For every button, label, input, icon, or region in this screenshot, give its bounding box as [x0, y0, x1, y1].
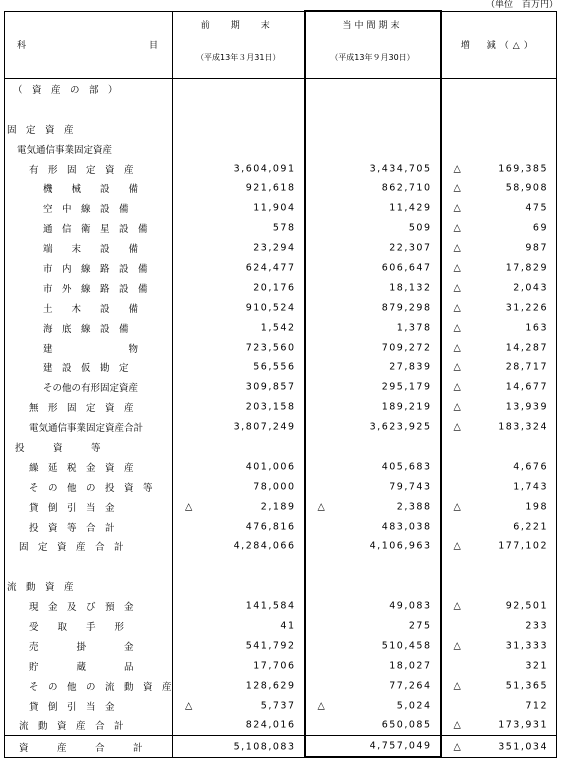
value-prev: 1,542 [260, 322, 296, 334]
table-row [5, 357, 557, 377]
value-curr: 77,264 [389, 680, 432, 692]
unit-note: （単位 百万円） [485, 0, 558, 10]
table-row [5, 437, 557, 457]
cell-curr [305, 437, 441, 457]
value-curr: 189,219 [381, 401, 432, 413]
cell-curr [305, 278, 441, 298]
cell-diff [441, 716, 557, 736]
row-label: 市 内 線 路 設 備 [5, 258, 173, 278]
diff-header [441, 11, 557, 79]
row-label: 通 信 衛 星 設 備 [5, 218, 173, 238]
cell-prev [173, 258, 305, 278]
table-row [5, 517, 557, 537]
row-label [5, 99, 173, 119]
value-prev: 5,737 [260, 700, 296, 712]
row-label [5, 556, 173, 576]
cell-curr [305, 497, 441, 517]
cell-curr [305, 716, 441, 736]
cell-prev [173, 278, 305, 298]
table-row [5, 139, 557, 159]
value-prev: 23,294 [253, 242, 296, 254]
negative-mark: △ [453, 361, 461, 373]
value-curr: 509 [408, 222, 432, 234]
value-curr: 5,024 [396, 700, 432, 712]
table-row [5, 198, 557, 218]
table-row [5, 497, 557, 517]
value-prev: 5,108,083 [233, 741, 296, 753]
value-diff: 13,939 [505, 401, 548, 413]
negative-mark: △ [453, 163, 461, 174]
value-diff: 169,385 [498, 163, 548, 174]
negative-mark: △ [453, 719, 461, 731]
cell-prev [173, 457, 305, 477]
value-diff: 351,034 [498, 741, 548, 753]
negative-mark: △ [453, 421, 461, 433]
cell-prev [173, 596, 305, 616]
table-row [5, 736, 557, 757]
row-label: 機 械 設 備 [5, 178, 173, 198]
value-curr: 18,027 [389, 660, 432, 672]
row-label: 貸 倒 引 当 金 [5, 696, 173, 716]
value-curr: 1,378 [396, 322, 432, 334]
value-diff: 14,287 [505, 342, 548, 354]
value-prev: 4,284,066 [233, 540, 296, 552]
cell-curr [305, 238, 441, 258]
cell-curr [305, 417, 441, 437]
value-prev: 141,584 [245, 600, 296, 612]
row-label: 建 設 仮 勘 定 [5, 357, 173, 377]
table-row [5, 576, 557, 596]
cell-curr [305, 556, 441, 576]
cell-prev [173, 417, 305, 437]
value-curr: 275 [408, 620, 432, 632]
table-row [5, 238, 557, 258]
value-prev: 56,556 [253, 361, 296, 373]
table-row [5, 397, 557, 417]
curr-period-header [305, 11, 441, 79]
cell-curr [305, 178, 441, 198]
row-label: 海 底 線 設 備 [5, 318, 173, 338]
value-curr: 606,647 [381, 262, 432, 274]
value-prev: 78,000 [253, 481, 296, 493]
row-label: 流 動 資 産 合 計 [5, 716, 173, 736]
negative-mark: △ [453, 741, 461, 753]
cell-diff [441, 357, 557, 377]
cell-prev [173, 238, 305, 258]
negative-mark: △ [453, 640, 461, 652]
negative-mark: △ [453, 242, 461, 254]
cell-diff [441, 198, 557, 218]
cell-prev [173, 497, 305, 517]
cell-diff [441, 178, 557, 198]
value-diff: 163 [525, 322, 548, 334]
cell-diff [441, 278, 557, 298]
negative-mark: △ [317, 700, 325, 712]
value-diff: 173,931 [498, 719, 548, 731]
cell-curr [305, 676, 441, 696]
cell-diff [441, 616, 557, 636]
table-row [5, 218, 557, 238]
cell-curr [305, 357, 441, 377]
value-curr: 295,179 [381, 381, 432, 393]
row-label: 投 資 等 合 計 [5, 517, 173, 537]
negative-mark: △ [317, 501, 325, 513]
table-body [5, 79, 557, 758]
cell-prev [173, 139, 305, 159]
negative-mark: △ [453, 401, 461, 413]
cell-prev [173, 218, 305, 238]
table-row [5, 676, 557, 696]
diff-label: 増 減（△） [460, 40, 537, 51]
row-label: 有 形 固 定 資 産 [5, 159, 173, 179]
row-label: そ の 他 の 投 資 等 [5, 477, 173, 497]
value-diff: 987 [525, 242, 548, 254]
value-prev: 3,807,249 [233, 421, 296, 433]
row-label: 売 掛 金 [5, 636, 173, 656]
value-prev: 723,560 [245, 342, 296, 354]
value-curr: 2,388 [396, 501, 432, 513]
cell-diff [441, 218, 557, 238]
prev-period-header [173, 11, 305, 79]
cell-diff [441, 676, 557, 696]
value-prev: 824,016 [245, 719, 296, 731]
value-curr: 510,458 [381, 640, 432, 652]
prev-period-date: （平成13年３月31日） [196, 52, 281, 62]
value-curr: 79,743 [389, 481, 432, 493]
cell-diff [441, 457, 557, 477]
table-row [5, 477, 557, 497]
table-row [5, 338, 557, 358]
value-prev: 624,477 [245, 262, 296, 274]
negative-mark: △ [453, 202, 461, 214]
value-diff: 58,908 [505, 182, 548, 194]
cell-curr [305, 99, 441, 119]
value-diff: 31,226 [505, 302, 548, 314]
cell-diff [441, 159, 557, 179]
cell-diff [441, 258, 557, 278]
cell-diff [441, 377, 557, 397]
cell-prev [173, 616, 305, 636]
cell-diff [441, 576, 557, 596]
row-label: 固 定 資 産 合 計 [5, 536, 173, 556]
cell-diff [441, 497, 557, 517]
cell-curr [305, 377, 441, 397]
table-row [5, 318, 557, 338]
row-label: 端 末 設 備 [5, 238, 173, 258]
row-label: 資 産 合 計 [5, 736, 173, 757]
cell-diff [441, 636, 557, 656]
cell-curr [305, 477, 441, 497]
value-diff: 51,365 [505, 680, 548, 692]
header-row [5, 11, 557, 79]
value-curr: 4,106,963 [369, 540, 432, 552]
value-curr: 650,085 [381, 719, 432, 731]
cell-diff [441, 517, 557, 537]
cell-diff [441, 238, 557, 258]
cell-curr [305, 397, 441, 417]
table-row [5, 178, 557, 198]
cell-prev [173, 338, 305, 358]
table-row [5, 377, 557, 397]
negative-mark: △ [185, 501, 193, 513]
value-prev: 17,706 [253, 660, 296, 672]
value-diff: 233 [525, 620, 548, 632]
cell-prev [173, 636, 305, 656]
cell-diff [441, 139, 557, 159]
table-row [5, 278, 557, 298]
value-prev: 41 [280, 620, 296, 632]
value-diff: 4,676 [513, 461, 548, 473]
table-row [5, 258, 557, 278]
row-label: （ 資 産 の 部 ） [5, 79, 173, 99]
cell-diff [441, 298, 557, 318]
row-label: 電気通信事業固定資産合計 [5, 417, 173, 437]
cell-diff [441, 536, 557, 556]
cell-diff [441, 736, 557, 757]
value-diff: 17,829 [505, 262, 548, 274]
cell-curr [305, 576, 441, 596]
row-label: 受 取 手 形 [5, 616, 173, 636]
value-curr: 3,623,925 [369, 421, 432, 433]
cell-curr [305, 218, 441, 238]
value-curr: 18,132 [389, 282, 432, 294]
cell-prev [173, 357, 305, 377]
cell-curr [305, 616, 441, 636]
cell-prev [173, 198, 305, 218]
cell-diff [441, 596, 557, 616]
cell-diff [441, 656, 557, 676]
value-diff: 198 [525, 501, 548, 513]
table-row [5, 616, 557, 636]
cell-diff [441, 417, 557, 437]
cell-prev [173, 119, 305, 139]
row-label: 繰 延 税 金 資 産 [5, 457, 173, 477]
cell-prev [173, 377, 305, 397]
value-diff: 69 [532, 222, 548, 234]
cell-prev [173, 517, 305, 537]
negative-mark: △ [185, 700, 193, 712]
cell-curr [305, 636, 441, 656]
cell-curr [305, 119, 441, 139]
value-curr: 483,038 [381, 521, 432, 533]
table-row [5, 79, 557, 99]
value-diff: 28,717 [505, 361, 548, 373]
value-diff: 2,043 [513, 282, 548, 294]
cell-curr [305, 457, 441, 477]
value-curr: 22,307 [389, 242, 432, 254]
cell-diff [441, 318, 557, 338]
cell-diff [441, 397, 557, 417]
value-curr: 862,710 [381, 182, 432, 194]
cell-curr [305, 139, 441, 159]
row-label: そ の 他 の 流 動 資 産 [5, 676, 173, 696]
value-curr: 879,298 [381, 302, 432, 314]
subject-header [5, 11, 173, 79]
cell-curr [305, 338, 441, 358]
value-curr: 3,434,705 [369, 163, 432, 174]
cell-prev [173, 736, 305, 757]
table-row [5, 159, 557, 179]
cell-prev [173, 676, 305, 696]
cell-curr [305, 536, 441, 556]
cell-prev [173, 696, 305, 716]
row-label: 投 資 等 [5, 437, 173, 457]
cell-curr [305, 517, 441, 537]
table-row [5, 457, 557, 477]
value-curr: 49,083 [389, 600, 432, 612]
cell-prev [173, 318, 305, 338]
row-label: 空 中 線 設 備 [5, 198, 173, 218]
row-label: 市 外 線 路 設 備 [5, 278, 173, 298]
value-prev: 921,618 [245, 182, 296, 194]
table-row [5, 596, 557, 616]
table-row [5, 636, 557, 656]
cell-diff [441, 79, 557, 99]
cell-prev [173, 656, 305, 676]
table-row [5, 119, 557, 139]
cell-curr [305, 298, 441, 318]
cell-curr [305, 656, 441, 676]
table-row [5, 716, 557, 736]
curr-period-date: （平成13年９月30日） [330, 53, 415, 62]
negative-mark: △ [453, 381, 461, 393]
cell-prev [173, 716, 305, 736]
table-row [5, 556, 557, 576]
value-curr: 27,839 [389, 361, 432, 373]
row-label: その他の有形固定資産 [5, 377, 173, 397]
value-prev: 401,006 [245, 461, 296, 473]
negative-mark: △ [453, 342, 461, 354]
value-diff: 712 [525, 700, 548, 712]
value-prev: 309,857 [245, 381, 296, 393]
value-diff: 14,677 [505, 381, 548, 393]
row-label: 建 物 [5, 338, 173, 358]
negative-mark: △ [453, 182, 461, 194]
cell-diff [441, 119, 557, 139]
row-label: 土 木 設 備 [5, 298, 173, 318]
value-curr: 11,429 [389, 202, 432, 214]
row-label: 電気通信事業固定資産 [5, 139, 173, 159]
cell-curr [305, 198, 441, 218]
subject-header-right: 目 [148, 40, 158, 51]
cell-curr [305, 258, 441, 278]
negative-mark: △ [453, 302, 461, 314]
row-label: 貯 蔵 品 [5, 656, 173, 676]
cell-prev [173, 437, 305, 457]
negative-mark: △ [453, 282, 461, 294]
value-curr: 4,757,049 [369, 740, 432, 752]
cell-prev [173, 576, 305, 596]
cell-curr [305, 318, 441, 338]
value-prev: 3,604,091 [233, 163, 296, 174]
cell-prev [173, 79, 305, 99]
negative-mark: △ [453, 322, 461, 334]
negative-mark: △ [453, 501, 461, 513]
value-prev: 476,816 [245, 521, 296, 533]
row-label: 固 定 資 産 [5, 119, 173, 139]
value-diff: 6,221 [513, 521, 548, 533]
table-row [5, 417, 557, 437]
cell-diff [441, 556, 557, 576]
negative-mark: △ [453, 262, 461, 274]
value-prev: 203,158 [245, 401, 296, 413]
cell-prev [173, 99, 305, 119]
cell-prev [173, 477, 305, 497]
cell-prev [173, 536, 305, 556]
cell-diff [441, 437, 557, 457]
row-label: 貸 倒 引 当 金 [5, 497, 173, 517]
value-diff: 177,102 [498, 540, 548, 552]
negative-mark: △ [453, 600, 461, 612]
cell-prev [173, 298, 305, 318]
value-prev: 128,629 [245, 680, 296, 692]
value-curr: 405,683 [381, 461, 432, 473]
cell-diff [441, 477, 557, 497]
negative-mark: △ [453, 222, 461, 234]
row-label: 現 金 及 び 預 金 [5, 596, 173, 616]
cell-curr [305, 736, 441, 757]
table-row [5, 298, 557, 318]
value-prev: 2,189 [260, 501, 296, 513]
cell-prev [173, 397, 305, 417]
cell-prev [173, 178, 305, 198]
cell-prev [173, 159, 305, 179]
cell-curr [305, 159, 441, 179]
cell-curr [305, 596, 441, 616]
curr-period-label: 当中間期末 [342, 21, 403, 31]
value-prev: 910,524 [245, 302, 296, 314]
cell-curr [305, 79, 441, 99]
value-prev: 541,792 [245, 640, 296, 652]
negative-mark: △ [453, 680, 461, 692]
cell-prev [173, 556, 305, 576]
table-row [5, 656, 557, 676]
table-row [5, 536, 557, 556]
cell-curr [305, 696, 441, 716]
value-diff: 92,501 [505, 600, 548, 612]
value-prev: 578 [272, 222, 296, 234]
value-diff: 183,324 [498, 421, 548, 433]
row-label: 無 形 固 定 資 産 [5, 397, 173, 417]
balance-sheet-table [4, 10, 557, 758]
cell-diff [441, 696, 557, 716]
row-label: 流 動 資 産 [5, 576, 173, 596]
value-diff: 321 [525, 660, 548, 672]
cell-diff [441, 99, 557, 119]
table-row [5, 99, 557, 119]
value-diff: 1,743 [513, 481, 548, 493]
negative-mark: △ [453, 540, 461, 552]
value-prev: 20,176 [253, 282, 296, 294]
value-diff: 475 [525, 202, 548, 214]
value-curr: 709,272 [381, 342, 432, 354]
table-row [5, 696, 557, 716]
prev-period-label: 前 期 末 [200, 20, 276, 31]
subject-header-left: 科 [17, 40, 27, 51]
value-diff: 31,333 [505, 640, 548, 652]
cell-diff [441, 338, 557, 358]
value-prev: 11,904 [253, 202, 296, 214]
